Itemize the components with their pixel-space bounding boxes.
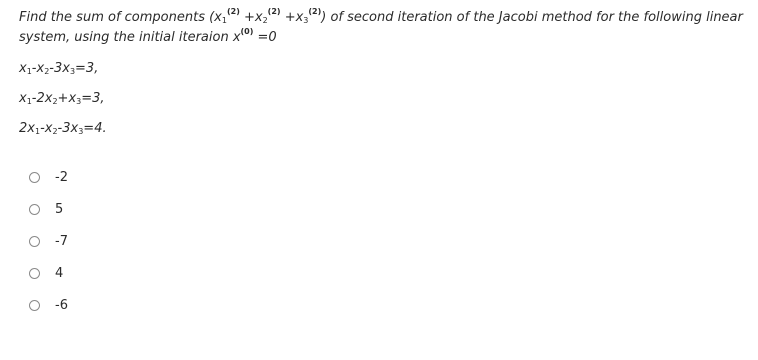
question-text-part: +x	[280, 10, 304, 25]
subscript: 1	[221, 16, 227, 25]
subscript: 3	[78, 127, 84, 136]
equation-term: -x	[31, 61, 45, 76]
equation-2	[19, 91, 105, 107]
question-text-part: =0	[253, 30, 277, 45]
equation-term: x	[19, 91, 27, 106]
option-label: -2	[55, 169, 68, 185]
equation-term: 2x	[19, 121, 35, 136]
superscript: (2)	[267, 7, 281, 16]
radio-button[interactable]	[29, 204, 40, 215]
radio-button[interactable]	[29, 268, 40, 279]
radio-button[interactable]	[29, 172, 40, 183]
answer-option-2[interactable]	[29, 200, 63, 218]
subscript: 3	[303, 16, 309, 25]
question-text-part: ) of second iteration of the Jacobi method for the following linear system, using the initial iteraion x	[19, 10, 743, 45]
subscript: 2	[44, 67, 50, 76]
superscript: (2)	[308, 7, 322, 16]
subscript: 1	[26, 97, 32, 106]
equation-3	[19, 121, 107, 137]
option-label: -7	[55, 233, 68, 249]
equation-term: =3,	[81, 91, 105, 106]
equation-term: -x	[40, 121, 53, 136]
answer-option-3[interactable]	[29, 232, 68, 250]
subscript: 3	[69, 67, 76, 76]
subscript: 3	[76, 97, 82, 106]
radio-button[interactable]	[29, 236, 40, 247]
equation-term: -3x	[49, 61, 70, 76]
superscript: (2)	[226, 7, 240, 16]
subscript: 1	[34, 127, 41, 136]
subscript: 2	[52, 127, 58, 136]
equation-term: x	[19, 61, 27, 76]
option-label: 4	[55, 265, 64, 281]
subscript: 2	[262, 16, 268, 25]
subscript: 2	[52, 97, 58, 106]
option-label: 5	[55, 201, 64, 217]
equation-term: -3x	[57, 121, 79, 136]
subscript: 1	[26, 67, 32, 76]
option-label: -6	[55, 297, 68, 313]
equation-term: +x	[57, 91, 77, 106]
question-text-part: Find the sum of components (x	[19, 10, 222, 25]
radio-button[interactable]	[29, 300, 40, 311]
answer-option-1[interactable]	[29, 168, 68, 186]
answer-option-4[interactable]	[29, 264, 63, 282]
equation-term: -2x	[31, 91, 53, 106]
equation-term: =3,	[75, 61, 99, 76]
question-text	[19, 8, 749, 48]
answer-option-5[interactable]	[29, 296, 68, 314]
question-text-part: +x	[239, 10, 263, 25]
superscript: (0)	[240, 27, 254, 36]
equation-term: =4.	[83, 121, 107, 136]
equation-1	[19, 61, 98, 77]
